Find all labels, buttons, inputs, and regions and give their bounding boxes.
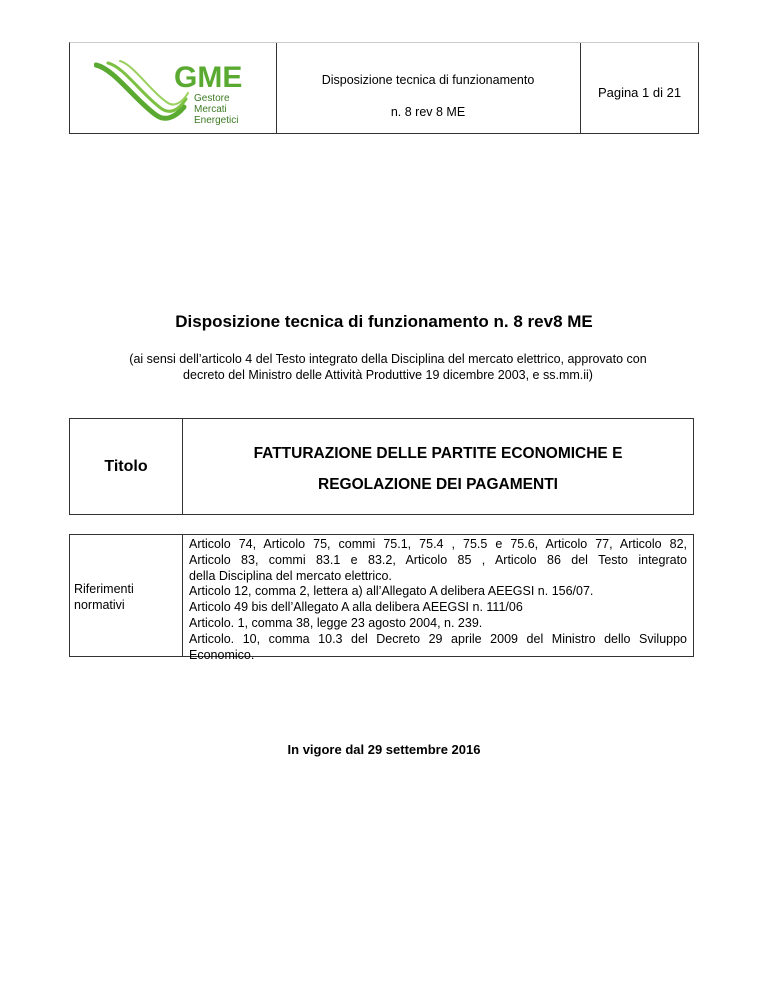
logo-mark: GME bbox=[174, 61, 243, 94]
riferimenti-line: Articolo 74, Articolo 75, commi 75.1, 75.4 , 75.5 e 75.6, Articolo 77, Articolo 82, bbox=[189, 537, 687, 551]
header-title-line2: n. 8 rev 8 ME bbox=[390, 105, 466, 119]
logo-line-1: Gestore bbox=[194, 93, 230, 104]
document-title: Disposizione tecnica di funzionamento n. 8 rev8 ME bbox=[175, 312, 593, 331]
riferimenti-label-line-2: normativi bbox=[74, 598, 125, 612]
effective-date: In vigore dal 29 settembre 2016 bbox=[287, 742, 481, 757]
titolo-line-1: FATTURAZIONE DELLE PARTITE ECONOMICHE E bbox=[253, 445, 623, 462]
page-number-cell bbox=[580, 43, 699, 133]
riferimenti-line: Articolo. 1, comma 38, legge 23 agosto 2004, n. 239. bbox=[189, 615, 483, 630]
riferimenti-value bbox=[189, 537, 687, 663]
logo-line-3: Energetici bbox=[194, 115, 239, 126]
riferimenti-line: della Disciplina del mercato elettrico. bbox=[189, 568, 392, 583]
document-subtitle bbox=[108, 351, 668, 383]
gme-logo bbox=[94, 55, 264, 127]
document-header bbox=[69, 42, 699, 134]
logo-cell bbox=[70, 43, 277, 133]
riferimenti-line: Articolo 12, comma 2, lettera a) all’Allegato A delibera AEEGSI n. 156/07. bbox=[189, 584, 594, 599]
header-title-cell bbox=[276, 43, 581, 133]
subtitle-line-2: decreto del Ministro delle Attività Produttive 19 dicembre 2003, e ss.mm.ii) bbox=[183, 368, 593, 382]
titolo-table bbox=[69, 418, 694, 515]
titolo-label: Titolo bbox=[70, 419, 183, 514]
subtitle-line-1: (ai sensi dell’articolo 4 del Testo integrato della Disciplina del mercato elettrico, approvato con bbox=[129, 352, 647, 366]
riferimenti-line: Economico. bbox=[189, 647, 255, 662]
logo-line-2: Mercati bbox=[194, 104, 227, 115]
titolo-line-2: REGOLAZIONE DEI PAGAMENTI bbox=[318, 476, 558, 493]
riferimenti-label bbox=[70, 535, 183, 656]
riferimenti-line: Articolo 83, commi 83.1 e 83.2, Articolo 85 , Articolo 86 del Testo integrato bbox=[189, 552, 687, 567]
riferimenti-table bbox=[69, 534, 694, 662]
riferimenti-line: Articolo. 10, comma 10.3 del Decreto 29 aprile 2009 del Ministro dello Sviluppo bbox=[189, 631, 687, 646]
riferimenti-line: Articolo 49 bis dell’Allegato A alla delibera AEEGSI n. 111/06 bbox=[189, 600, 523, 615]
page-number: Pagina 1 di 21 bbox=[597, 85, 682, 100]
riferimenti-label-line-1: Riferimenti bbox=[74, 582, 134, 596]
header-title-line1: Disposizione tecnica di funzionamento bbox=[321, 73, 535, 87]
